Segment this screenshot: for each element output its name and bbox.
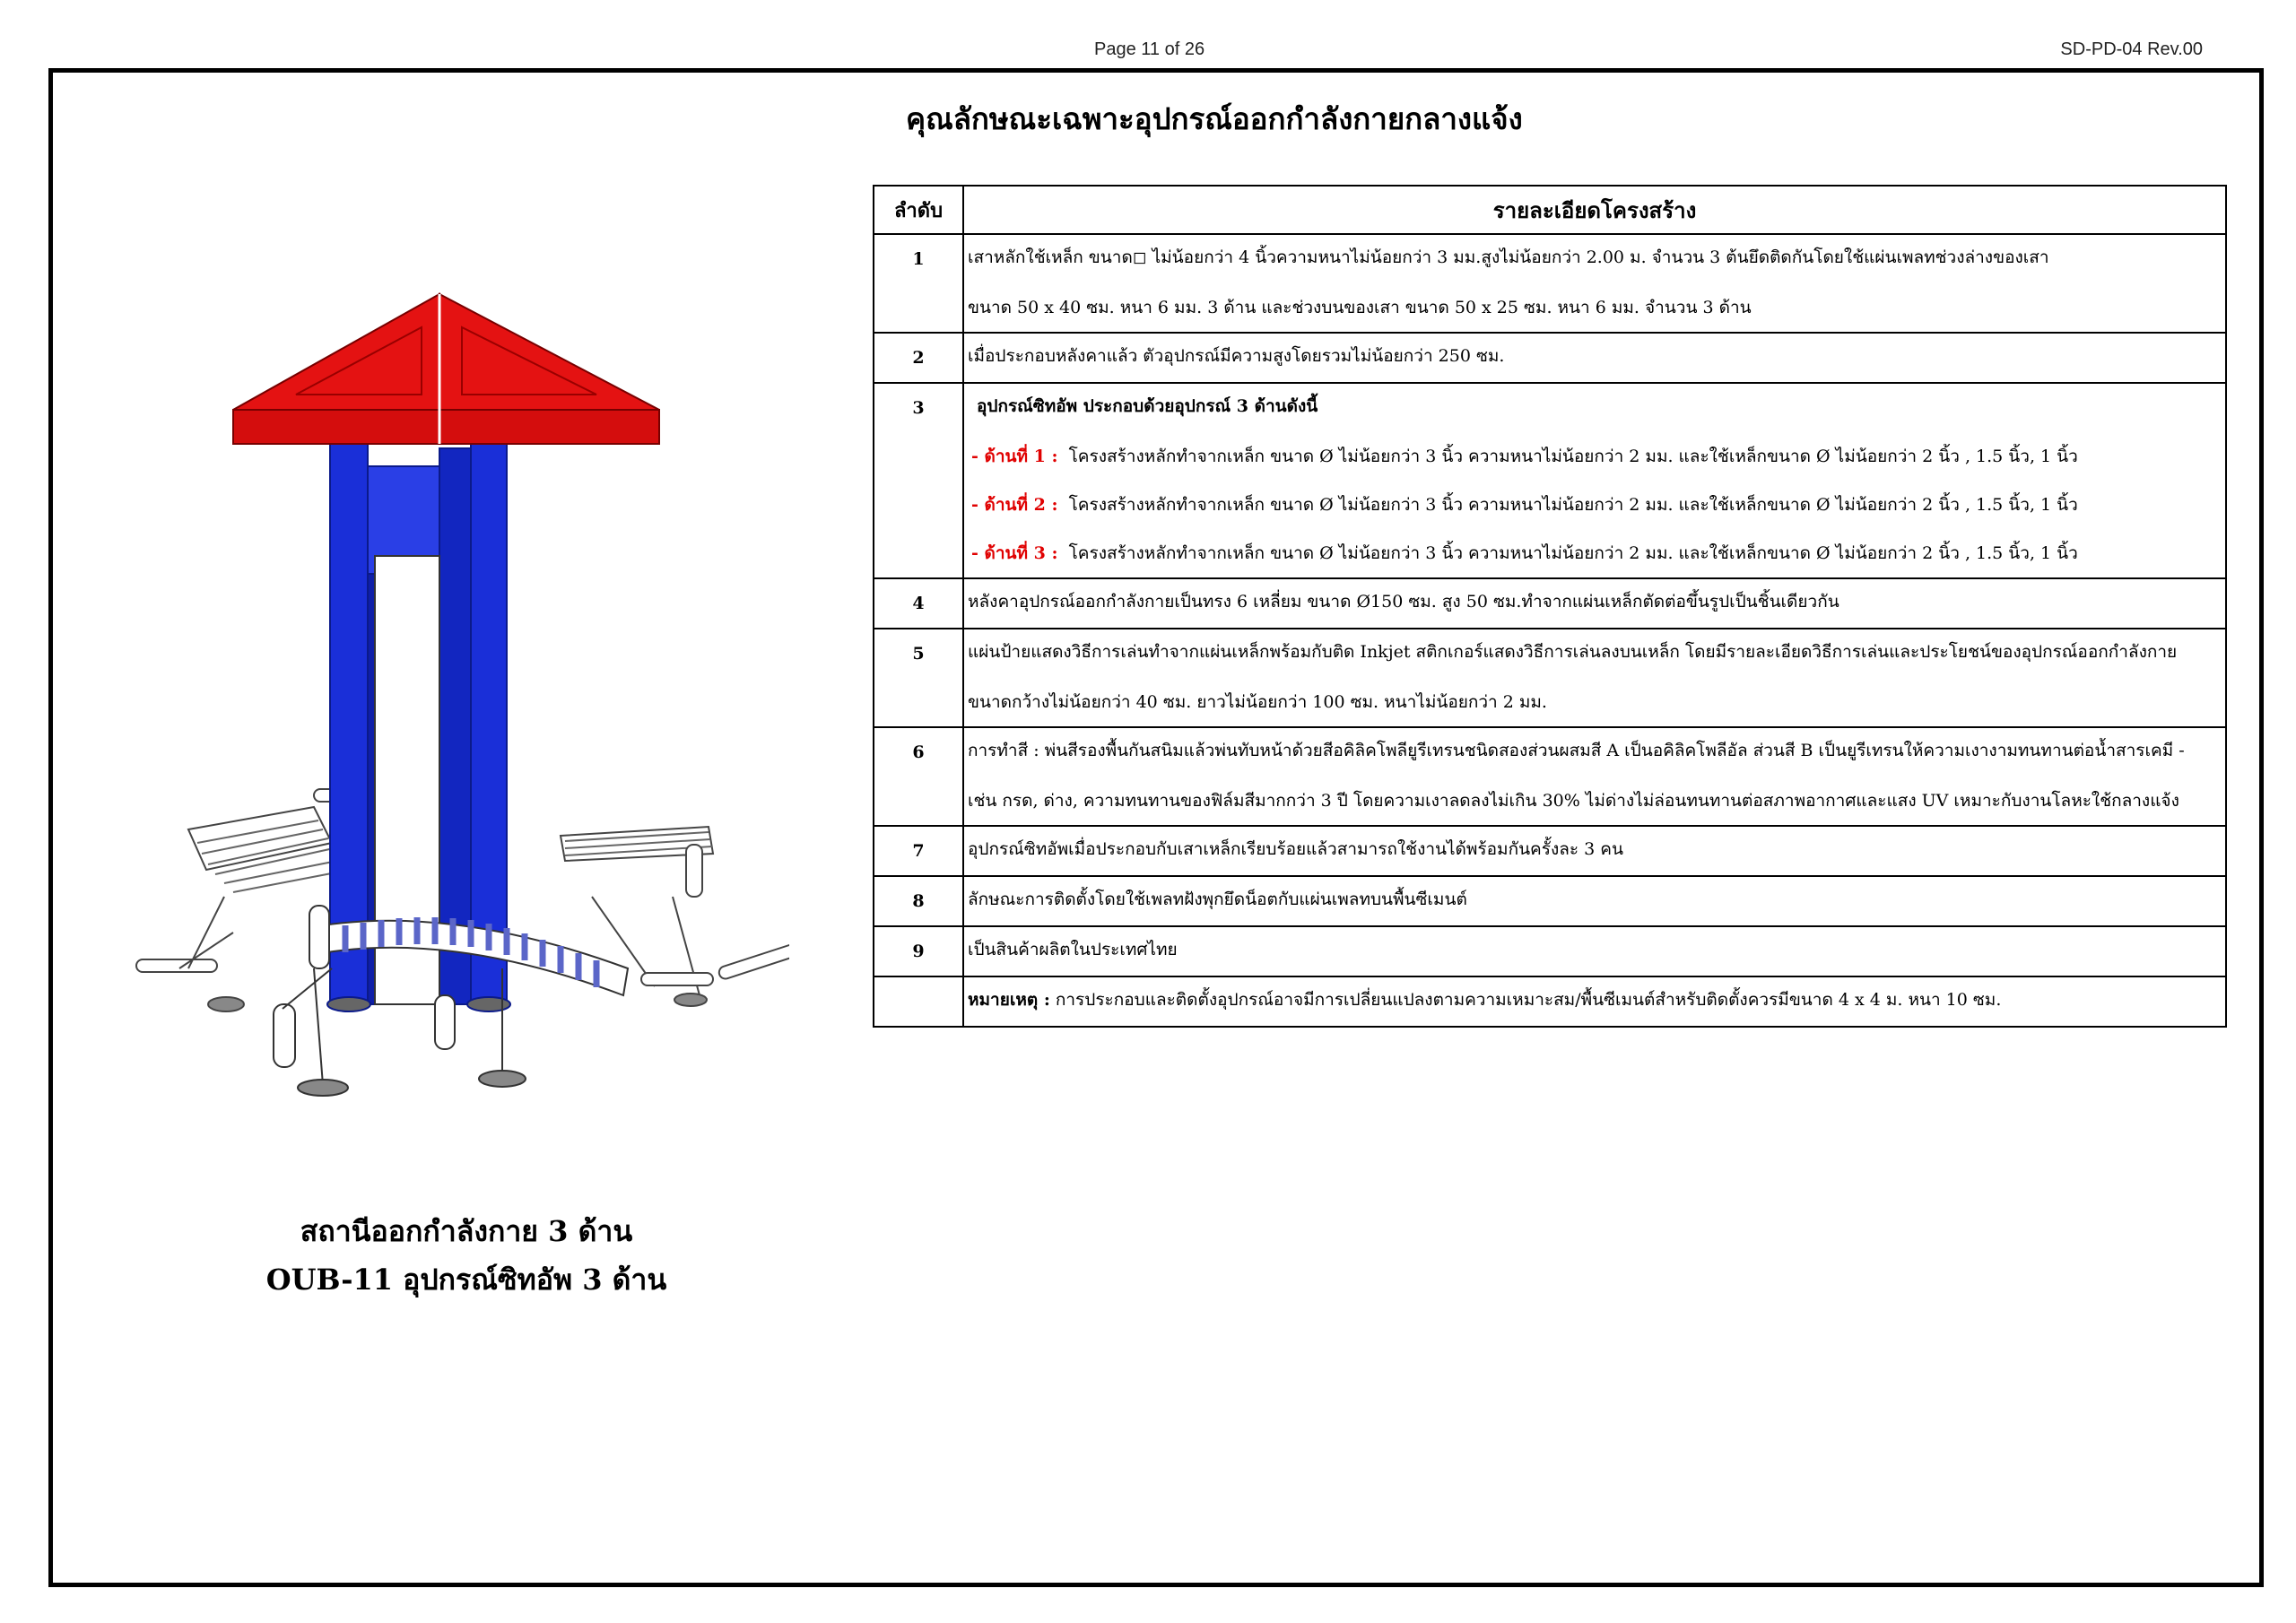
table-row (874, 333, 2226, 383)
side-text: โครงสร้างหลักทำจากเหล็ก ขนาด Ø ไม่น้อยกว่า 3 นิ้ว ความหนาไม่น้อยกว่า 2 มม. และใช้เหล็กขนาด Ø ไม่น้อยกว่า 2 นิ้ว , 1.5 นิ้ว, 1 นิ้ว (1068, 447, 2078, 466)
row-description (963, 876, 2226, 926)
row-description (963, 578, 2226, 629)
table-row (874, 629, 2226, 727)
table-row (874, 876, 2226, 926)
row-description (963, 383, 2226, 578)
side-line (968, 529, 2220, 577)
caption-model: OUB-11 อุปกรณ์ซิทอัพ 3 ด้าน (265, 1263, 667, 1297)
table-row (874, 727, 2226, 826)
row-number: 9 (874, 926, 963, 976)
row-number: 8 (874, 876, 963, 926)
side-line (968, 481, 2220, 529)
desc-line: ขนาดกว้างไม่น้อยกว่า 40 ซม. ยาวไม่น้อยกว่า 100 ซม. หนาไม่น้อยกว่า 2 มม. (968, 692, 1547, 712)
hexagonal-roof (233, 294, 659, 444)
row-description (963, 926, 2226, 976)
note-cell (963, 976, 2226, 1027)
side-label: - ด้านที่ 1 : (971, 447, 1058, 466)
table-row (874, 826, 2226, 876)
row-description (963, 234, 2226, 333)
side-label: - ด้านที่ 3 : (971, 543, 1058, 563)
row-number: 7 (874, 826, 963, 876)
table-row (874, 383, 2226, 578)
side-line (968, 432, 2220, 481)
spec-table (873, 185, 2227, 1028)
desc-line: เช่น กรด, ด่าง, ความทนทานของฟิล์มสีมากกว่า 3 ปี โดยความเงาลดลงไม่เกิน 30% ไม่ด่างไม่ล่อนทนทานต่อสภาพอากาศและแสง UV เหมาะกับงานโลหะใช้กลางแจ้ง (968, 791, 2179, 811)
desc-line: การทำสี : พ่นสีรองพื้นกันสนิมแล้วพ่นทับหน้าด้วยสีอคิลิคโพลียูรีเทรนชนิดสองส่วนผสมสี A เป็นอคิลิคโพลีอัล ส่วนสี B เป็นยูรีเทรนให้ความเงางามทนทานต่อน้ำสารเคมี - (968, 741, 2185, 760)
left-situp-bench (136, 789, 350, 1011)
desc-line: แผ่นป้ายแสดงวิธีการเล่นทำจากแผ่นเหล็กพร้อมกับติด Inkjet สติกเกอร์แสดงวิธีการเล่นลงบนเหล็ก โดยมีรายละเอียดวิธีการเล่นและประโยชน์ของอุปกรณ์ออกกำลังกาย (968, 642, 2178, 662)
desc-line: ลักษณะการติดตั้งโดยใช้เพลทฝังพุกยึดน็อตกับแผ่นเพลทบนพื้นซีเมนต์ (968, 890, 1467, 909)
table-row (874, 926, 2226, 976)
desc-line: หลังคาอุปกรณ์ออกกำลังกายเป็นทรง 6 เหลี่ยม ขนาด Ø150 ซม. สูง 50 ซม.ทำจากแผ่นเหล็กตัดต่อขึ้นรูปเป็นชิ้นเดียวกัน (968, 592, 1839, 612)
table-row-note (874, 976, 2226, 1027)
row-description (963, 826, 2226, 876)
desc-line: เมื่อประกอบหลังคาแล้ว ตัวอุปกรณ์มีความสูงโดยรวมไม่น้อยกว่า 250 ซม. (968, 346, 1505, 366)
row-description (963, 333, 2226, 383)
row-number: 5 (874, 629, 963, 727)
front-situp-bench (274, 906, 628, 1096)
table-row (874, 578, 2226, 629)
row-number-empty (874, 976, 963, 1027)
caption-station: สถานีออกกำลังกาย 3 ด้าน (300, 1214, 633, 1248)
row-number: 4 (874, 578, 963, 629)
col-header-desc: รายละเอียดโครงสร้าง (963, 186, 2226, 234)
equipment-illustration (126, 287, 789, 1112)
row-description (963, 727, 2226, 826)
desc-line: เสาหลักใช้เหล็ก ขนาด◻ ไม่น้อยกว่า 4 นิ้วความหนาไม่น้อยกว่า 3 มม.สูงไม่น้อยกว่า 2.00 ม. จำนวน 3 ต้นยึดติดกันโดยใช้แผ่นเพลทช่วงล่างของเสา (968, 247, 2049, 267)
note-label: หมายเหตุ : (968, 990, 1050, 1010)
row-number: 6 (874, 727, 963, 826)
document-code: SD-PD-04 Rev.00 (2060, 39, 2203, 59)
row-number: 2 (874, 333, 963, 383)
desc-heading: อุปกรณ์ซิทอัพ ประกอบด้วยอุปกรณ์ 3 ด้านดังนี้ (977, 396, 1318, 416)
side-text: โครงสร้างหลักทำจากเหล็ก ขนาด Ø ไม่น้อยกว่า 3 นิ้ว ความหนาไม่น้อยกว่า 2 มม. และใช้เหล็กขนาด Ø ไม่น้อยกว่า 2 นิ้ว , 1.5 นิ้ว, 1 นิ้ว (1068, 495, 2078, 515)
page-title: คุณลักษณะเฉพาะอุปกรณ์ออกกำลังกายกลางแจ้ง (906, 101, 1523, 136)
note-line (968, 977, 2220, 1026)
note-text: การประกอบและติดตั้งอุปกรณ์อาจมีการเปลี่ยนแปลงตามความเหมาะสม/พื้นซีเมนต์สำหรับติดตั้งควรมีขนาด 4 x 4 ม. หนา 10 ซม. (1049, 990, 2002, 1010)
table-row (874, 234, 2226, 333)
desc-line: เป็นสินค้าผลิตในประเทศไทย (968, 940, 1178, 959)
row-number: 3 (874, 383, 963, 578)
table-header-row (874, 186, 2226, 234)
desc-line: อุปกรณ์ซิทอัพเมื่อประกอบกับเสาเหล็กเรียบร้อยแล้วสามารถใช้งานได้พร้อมกันครั้งละ 3 คน (968, 839, 1623, 859)
row-number: 1 (874, 234, 963, 333)
side-label: - ด้านที่ 2 : (971, 495, 1058, 515)
desc-line: ขนาด 50 x 40 ซม. หนา 6 มม. 3 ด้าน และช่วงบนของเสา ขนาด 50 x 25 ซม. หนา 6 มม. จำนวน 3 ด้าน (968, 298, 1752, 317)
side-text: โครงสร้างหลักทำจากเหล็ก ขนาด Ø ไม่น้อยกว่า 3 นิ้ว ความหนาไม่น้อยกว่า 2 มม. และใช้เหล็กขนาด Ø ไม่น้อยกว่า 2 นิ้ว , 1.5 นิ้ว, 1 นิ้ว (1068, 543, 2078, 563)
row-description (963, 629, 2226, 727)
col-header-no: ลำดับ (874, 186, 963, 234)
page-number: Page 11 of 26 (1094, 39, 1205, 59)
